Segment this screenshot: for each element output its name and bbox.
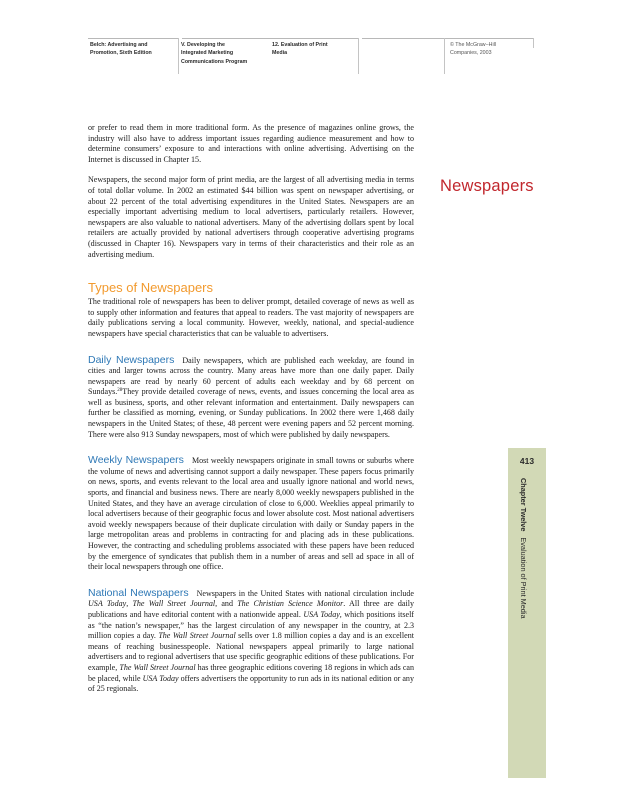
national-heading: National Newspapers [88, 586, 189, 599]
national-text: , and [215, 599, 238, 609]
usa-today-title: USA Today [88, 599, 127, 609]
chapter-side-tab [508, 448, 546, 778]
types-paragraph: The traditional role of newspapers has been to deliver prompt, detailed coverage of news as well as to supply other information and features that appeal to readers. The vast majority of newspapers are daily publications serving a local community. However, weekly, national, and special-audience newspapers have special characteristics that can be valuable to advertisers. [88, 297, 414, 338]
header-copyright: © The McGraw−Hill Companies, 2003 [450, 42, 497, 57]
daily-section [88, 355, 414, 441]
daily-text-b: They provide detailed coverage of news, events, and issues concerning the local area as well as business, sports, and other relevant information and entertainment. Daily newspapers can further be classified as morning, evening, or Sunday publications. In 2002 there were 1,468 daily newspapers in the United States; of these, 48 percent were evening papers and 52 percent morning. There were also 913 Sunday newspapers, most of which were published by daily newspapers. [88, 387, 414, 439]
footnote-marker: 28 [117, 388, 123, 394]
national-text: sells over 1.8 million copies a day and is an excellent means of reaching businesspeople. National newspapers appeal primarily to large national advertisers and to regional advertisers that use specific geographic editions of these publications. For example, [88, 631, 414, 672]
weekly-section [88, 455, 414, 573]
usa-today-title: USA Today [303, 609, 340, 619]
national-text: . All three are daily publications and have editorial content with a nationwide appeal. [88, 599, 414, 619]
side-tab-title: Evaluation of Print Media [519, 537, 528, 619]
newspapers-paragraph: Newspapers, the second major form of print media, are the largest of all advertising media in terms of total dollar volume. In 2002 an estimated $44 billion was spent on newspaper advertising, or about 22 percent of the total advertising expenditures in the United States. Newspapers are an especially important advertising medium to local advertisers, particularly retailers. However, newspapers are also valuable to national advertisers. Many of the advertising dollars spent by local retailers are actually provided by national advertisers through cooperative advertising programs (discussed in Chapter 16). Newspapers vary in terms of their characteristics and their role as an advertising medium. [88, 175, 414, 259]
daily-text-a: Daily newspapers, which are published each weekday, are found in cities and larger towns across the country. Many areas have more than one daily paper. Daily newspapers are read by nearly 60 percent of adults each weekday and by 68 percent on Sundays. [88, 355, 414, 397]
header-book-title: Belch: Advertising and Promotion, Sixth Edition [90, 42, 152, 57]
national-section [88, 588, 414, 695]
margin-heading: Newspapers [440, 177, 534, 195]
usa-today-title: USA Today [142, 673, 179, 683]
national-text: , [126, 599, 133, 609]
header-part-title: V. Developing the Integrated Marketing Communications Program [181, 42, 248, 65]
side-tab-label [519, 478, 528, 619]
types-heading: Types of Newspapers [88, 280, 214, 296]
running-header [88, 38, 534, 74]
csm-title: The Christian Science Monitor [237, 599, 344, 609]
national-text: , which positions itself as “the nation’s newspaper,” has the largest circulation of any newspaper in the country, at 2.3 million copies a day. [88, 609, 414, 641]
side-tab-chapter: Chapter Twelve [519, 478, 528, 532]
wsj-title: The Wall Street Journal [132, 599, 216, 609]
daily-heading: Daily Newspapers [88, 353, 175, 366]
national-text: Newspapers in the United States with national circulation include [196, 588, 414, 598]
weekly-heading: Weekly Newspapers [88, 454, 184, 467]
wsj-title: The Wall Street Journal [119, 662, 196, 672]
national-text: offers advertisers the opportunity to run ads in its national edition or any of 25 regionals. [88, 673, 414, 694]
header-chapter-title: 12. Evaluation of Print Media [272, 42, 328, 57]
page-number: 413 [519, 456, 535, 466]
wsj-title: The Wall Street Journal [158, 631, 236, 641]
national-text: has three geographic editions covering 18 regions in which ads can be placed, while [88, 662, 415, 683]
intro-paragraph: or prefer to read them in more traditional form. As the presence of magazines online grows, the industry will also have to address important issues regarding audience measurement and how to determine consumers’ exposure to and interactions with online advertising. Advertising on the Internet is discussed in Chapter 15. [88, 123, 414, 164]
body-text [88, 123, 414, 695]
weekly-text: Most weekly newspapers originate in small towns or suburbs where the volume of news and advertising cannot support a daily newspaper. These papers focus primarily on news, sports, and events relevant to the local area and usually ignore national and world news, sports, and financial and business news. There are nearly 8,000 weekly newspapers published in the United States, and they have an average circulation of close to 6,000. Weeklies appeal primarily to local advertisers because of their geographic focus and lower absolute cost. Most national advertisers avoid weekly newspapers because of their duplicate circulation with daily or Sunday papers in the large metropolitan areas and problems in contracting for and placing ads in these publications. However, the contracting and scheduling problems associated with these papers have been reduced by the emergence of syndicates that publish them in a number of areas and sell ad space in all of their local newspapers through one office. [88, 456, 415, 572]
